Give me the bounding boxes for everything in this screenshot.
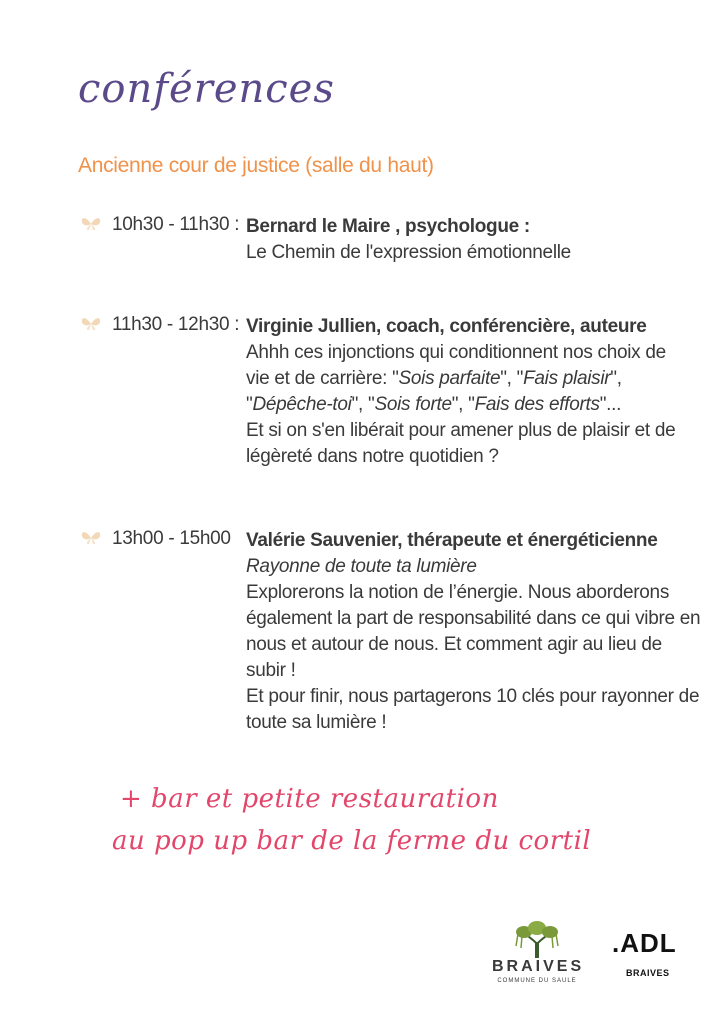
session-content bbox=[246, 214, 706, 266]
adl-logo-subtitle: BRAIVES bbox=[626, 968, 670, 978]
butterfly-icon bbox=[80, 528, 102, 548]
session-time: 10h30 - 11h30 : bbox=[112, 214, 240, 235]
session-speaker: Virginie Jullien, coach, conférencière, auteure bbox=[246, 316, 647, 337]
session-text-line: toute sa lumière ! bbox=[246, 712, 387, 733]
page-title: conférences bbox=[78, 66, 335, 112]
session-text-line: nous et autour de nous. Et comment agir au lieu de subir ! bbox=[246, 634, 662, 681]
session-speaker: Bernard le Maire , psychologue : bbox=[246, 216, 530, 237]
session-content bbox=[246, 528, 706, 736]
session-content bbox=[246, 314, 706, 470]
text-fragment: ", " bbox=[451, 394, 475, 415]
text-fragment: ", " bbox=[351, 394, 375, 415]
handwritten-note-line-1: + bar et petite restauration bbox=[120, 784, 499, 814]
braives-logo-subtitle: COMMUNE DU SAULE bbox=[497, 978, 577, 984]
braives-logo bbox=[492, 920, 585, 990]
text-fragment: ", bbox=[610, 368, 622, 389]
session-text-line bbox=[246, 366, 706, 392]
session-text-line: Le Chemin de l'expression émotionnelle bbox=[246, 242, 571, 263]
quoted-injunction: Fais plaisir bbox=[523, 368, 611, 389]
adl-logo bbox=[612, 928, 692, 988]
quoted-injunction: Dépêche-toi bbox=[252, 394, 352, 415]
text-fragment: vie et de carrière: " bbox=[246, 368, 399, 389]
session-speaker: Valérie Sauvenier, thérapeute et énergéticienne bbox=[246, 530, 658, 551]
butterfly-icon bbox=[80, 214, 102, 234]
handwritten-note-line-2: au pop up bar de la ferme du cortil bbox=[112, 826, 592, 856]
butterfly-icon bbox=[80, 314, 102, 334]
quoted-injunction: Sois parfaite bbox=[398, 368, 501, 389]
session-text-line: légèreté dans notre quotidien ? bbox=[246, 446, 499, 467]
session-subtitle: Rayonne de toute ta lumière bbox=[246, 556, 477, 577]
quoted-injunction: Fais des efforts bbox=[474, 394, 600, 415]
session-time: 11h30 - 12h30 : bbox=[112, 314, 240, 335]
session-text-line: également la part de responsabilité dans ce qui vibre en bbox=[246, 608, 701, 629]
adl-logo-mark: .ADL bbox=[612, 928, 677, 958]
text-fragment: " bbox=[246, 394, 253, 415]
willow-tree-icon bbox=[492, 920, 582, 960]
session-text-line: Et pour finir, nous partagerons 10 clés pour rayonner de bbox=[246, 686, 700, 707]
text-fragment: ", " bbox=[500, 368, 524, 389]
quoted-injunction: Sois forte bbox=[374, 394, 452, 415]
session-text-line bbox=[246, 392, 706, 418]
text-fragment: "... bbox=[599, 394, 622, 415]
session-time: 13h00 - 15h00 bbox=[112, 528, 231, 549]
venue-heading: Ancienne cour de justice (salle du haut) bbox=[78, 154, 434, 177]
session-text-line: Explorerons la notion de l’énergie. Nous aborderons bbox=[246, 582, 670, 603]
session-text-line: Ahhh ces injonctions qui conditionnent nos choix de bbox=[246, 342, 666, 363]
session-text-line: Et si on s'en libérait pour amener plus de plaisir et de bbox=[246, 420, 676, 441]
braives-logo-name: BRAIVES bbox=[492, 958, 585, 975]
